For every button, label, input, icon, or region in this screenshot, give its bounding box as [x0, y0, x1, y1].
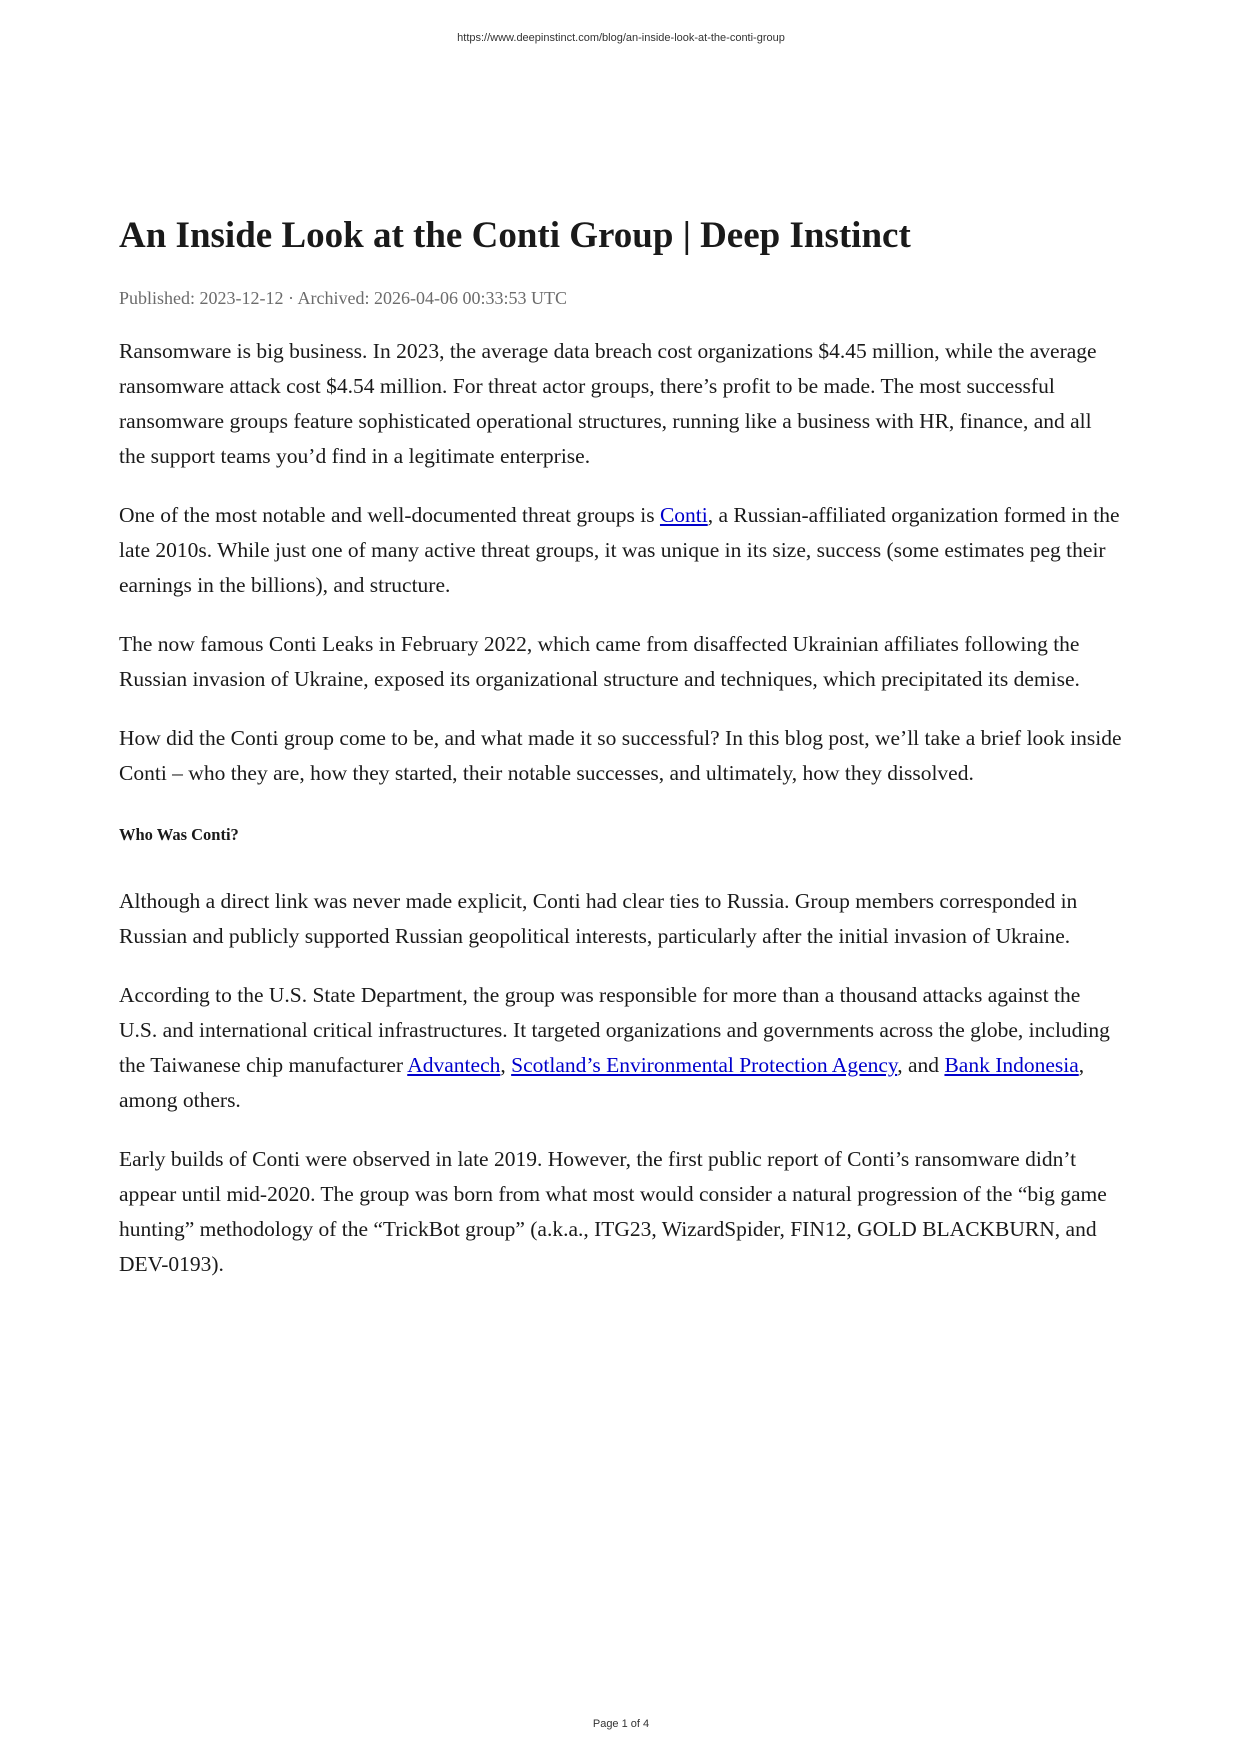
paragraph-3: The now famous Conti Leaks in February 2022, which came from disaffected Ukrainian affiliates following the Russian invasion of Ukraine, exposed its organizational structure and techniques, which precipitated its demise.	[119, 632, 1080, 691]
paragraph-6	[119, 978, 1122, 1118]
article-meta: Published: 2023-12-12 · Archived: 2026-04-06 00:33:53 UTC	[119, 288, 567, 308]
text: , a Russian-affiliated organization formed in the late 2010s. While just one of many active threat groups, it was unique in its size, success (some estimates peg their earnings in the billions), and structure.	[119, 503, 1120, 597]
text: One of the most notable and well-documented threat groups is	[119, 503, 660, 527]
page-url-header: https://www.deepinstinct.com/blog/an-inside-look-at-the-conti-group	[457, 32, 785, 44]
article-title: An Inside Look at the Conti Group | Deep Instinct	[119, 215, 911, 256]
paragraph-4: How did the Conti group come to be, and what made it so successful? In this blog post, we’ll take a brief look inside Conti – who they are, how they started, their notable successes, and ultimately, how they dissolved.	[119, 726, 1122, 785]
paragraph-1: Ransomware is big business. In 2023, the average data breach cost organizations $4.45 million, while the average ransomware attack cost $4.54 million. For threat actor groups, there’s profit to be made. The most successful ransomware groups feature sophisticated operational structures, running like a business with HR, finance, and all the support teams you’d find in a legitimate enterprise.	[119, 339, 1097, 468]
text: , among others.	[119, 1053, 1085, 1112]
text: According to the U.S. State Department, the group was responsible for more than a thousand attacks against the U.S. and international critical infrastructures. It targeted organizations and governments across the globe, including the Taiwanese chip manufacturer	[119, 983, 1110, 1077]
article	[119, 213, 1122, 1282]
paragraph-7: Early builds of Conti were observed in late 2019. However, the first public report of Conti’s ransomware didn’t appear until mid-2020. The group was born from what most would consider a natural progression of the “big game hunting” methodology of the “TrickBot group” (a.k.a., ITG23, WizardSpider, FIN12, GOLD BLACKBURN, and DEV-0193).	[119, 1147, 1107, 1276]
advantech-link[interactable]: Advantech	[407, 1053, 501, 1077]
conti-link[interactable]: Conti	[659, 503, 708, 527]
section-heading: Who Was Conti?	[119, 825, 239, 844]
text: ,	[500, 1053, 512, 1077]
page-number: Page 1 of 4	[592, 1718, 650, 1730]
bank-indonesia-link[interactable]: Bank Indonesia	[944, 1053, 1079, 1077]
paragraph-2	[119, 498, 1122, 603]
paragraph-5: Although a direct link was never made explicit, Conti had clear ties to Russia. Group members corresponded in Russian and publicly supported Russian geopolitical interests, particularly after the initial invasion of Ukraine.	[119, 889, 1078, 948]
scotland-epa-link[interactable]: Scotland’s Environmental Protection Agency	[511, 1053, 898, 1077]
text: , and	[897, 1053, 945, 1077]
